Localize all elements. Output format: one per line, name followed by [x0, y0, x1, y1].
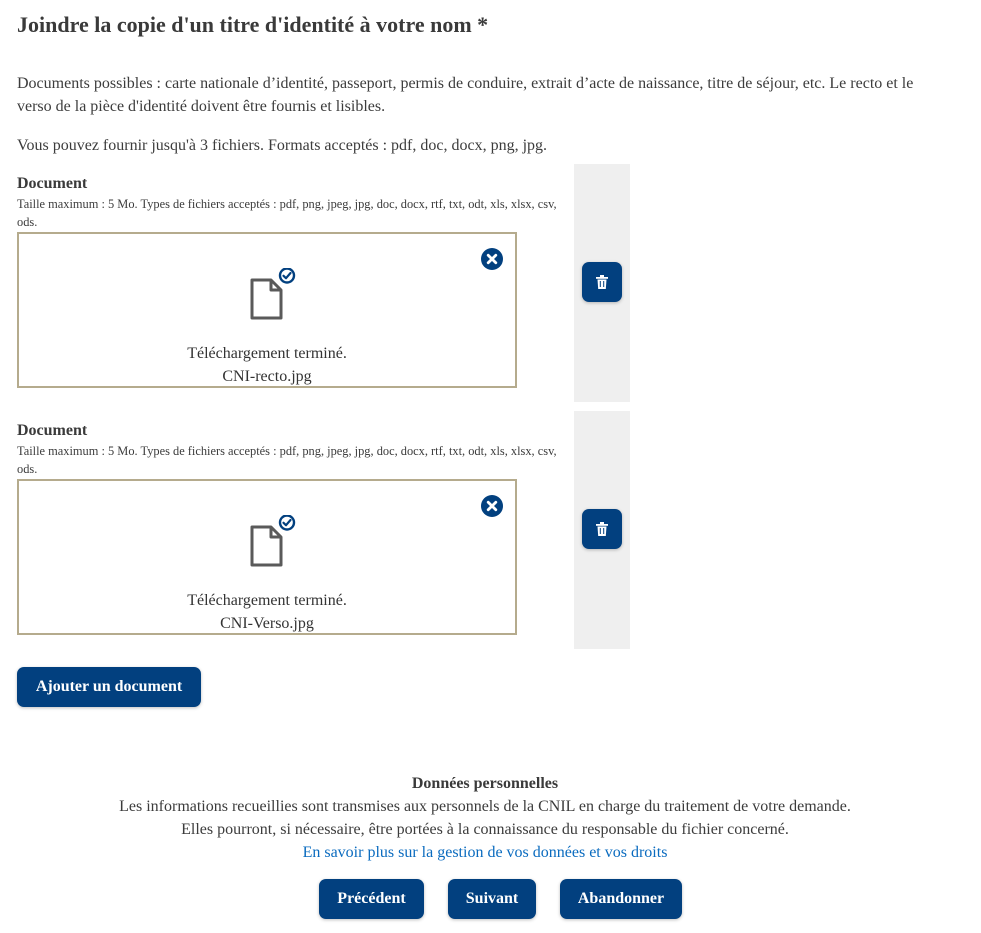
file-dropzone[interactable] — [17, 232, 517, 388]
privacy-section — [0, 772, 970, 864]
formats-text: Vous pouvez fournir jusqu'à 3 fichiers. Formats acceptés : pdf, doc, docx, png, jpg. — [17, 137, 548, 154]
document-help-text: Taille maximum : 5 Mo. Types de fichiers acceptés : pdf, png, jpeg, jpg, doc, docx, rtf, txt, odt, xls, xlsx, csv, ods. — [17, 197, 557, 229]
document-upload-1 — [0, 174, 640, 414]
uploaded-filename: CNI-recto.jpg — [222, 368, 312, 385]
privacy-line-2: Elles pourront, si nécessaire, être portées à la connaissance du responsable du fichier concerné. — [181, 821, 789, 838]
trash-icon — [596, 275, 608, 289]
remove-file-button[interactable] — [481, 248, 503, 270]
close-circle-icon — [481, 495, 503, 517]
document-actions-column — [574, 164, 630, 402]
privacy-line-1: Les informations recueillies sont transmises aux personnels de la CNIL en charge du traitement de votre demande. — [119, 798, 851, 815]
previous-button[interactable]: Précédent — [319, 879, 424, 919]
upload-status: Téléchargement terminé. — [187, 345, 347, 362]
close-circle-icon — [481, 248, 503, 270]
upload-status: Téléchargement terminé. — [187, 592, 347, 609]
delete-document-button[interactable] — [582, 509, 622, 549]
document-label: Document — [17, 175, 88, 192]
privacy-title: Données personnelles — [411, 775, 559, 792]
page-title: Joindre la copie d'un titre d'identité à votre nom * — [17, 12, 489, 37]
remove-file-button[interactable] — [481, 495, 503, 517]
document-label: Document — [17, 422, 88, 439]
abandon-button[interactable]: Abandonner — [560, 879, 682, 919]
file-icon — [249, 268, 299, 326]
document-help-text: Taille maximum : 5 Mo. Types de fichiers acceptés : pdf, png, jpeg, jpg, doc, docx, rtf, txt, odt, xls, xlsx, csv, ods. — [17, 444, 557, 476]
intro-text: Documents possibles : carte nationale d’identité, passeport, permis de conduire, extrait d’acte de naissance, titre de séjour, etc. Le recto et le verso de la pièce d'identité doivent être fournis et lisibles. — [17, 75, 914, 115]
privacy-info-link[interactable]: En savoir plus sur la gestion de vos données et vos droits — [302, 844, 668, 861]
document-actions-column — [574, 411, 630, 649]
file-dropzone[interactable] — [17, 479, 517, 635]
next-button[interactable]: Suivant — [448, 879, 536, 919]
trash-icon — [596, 522, 608, 536]
check-circle-icon — [280, 516, 294, 530]
file-icon — [249, 515, 299, 573]
check-circle-icon — [280, 269, 294, 283]
document-upload-2 — [0, 421, 640, 661]
delete-document-button[interactable] — [582, 262, 622, 302]
add-document-button[interactable]: Ajouter un document — [17, 667, 201, 707]
uploaded-filename: CNI-Verso.jpg — [220, 615, 314, 632]
